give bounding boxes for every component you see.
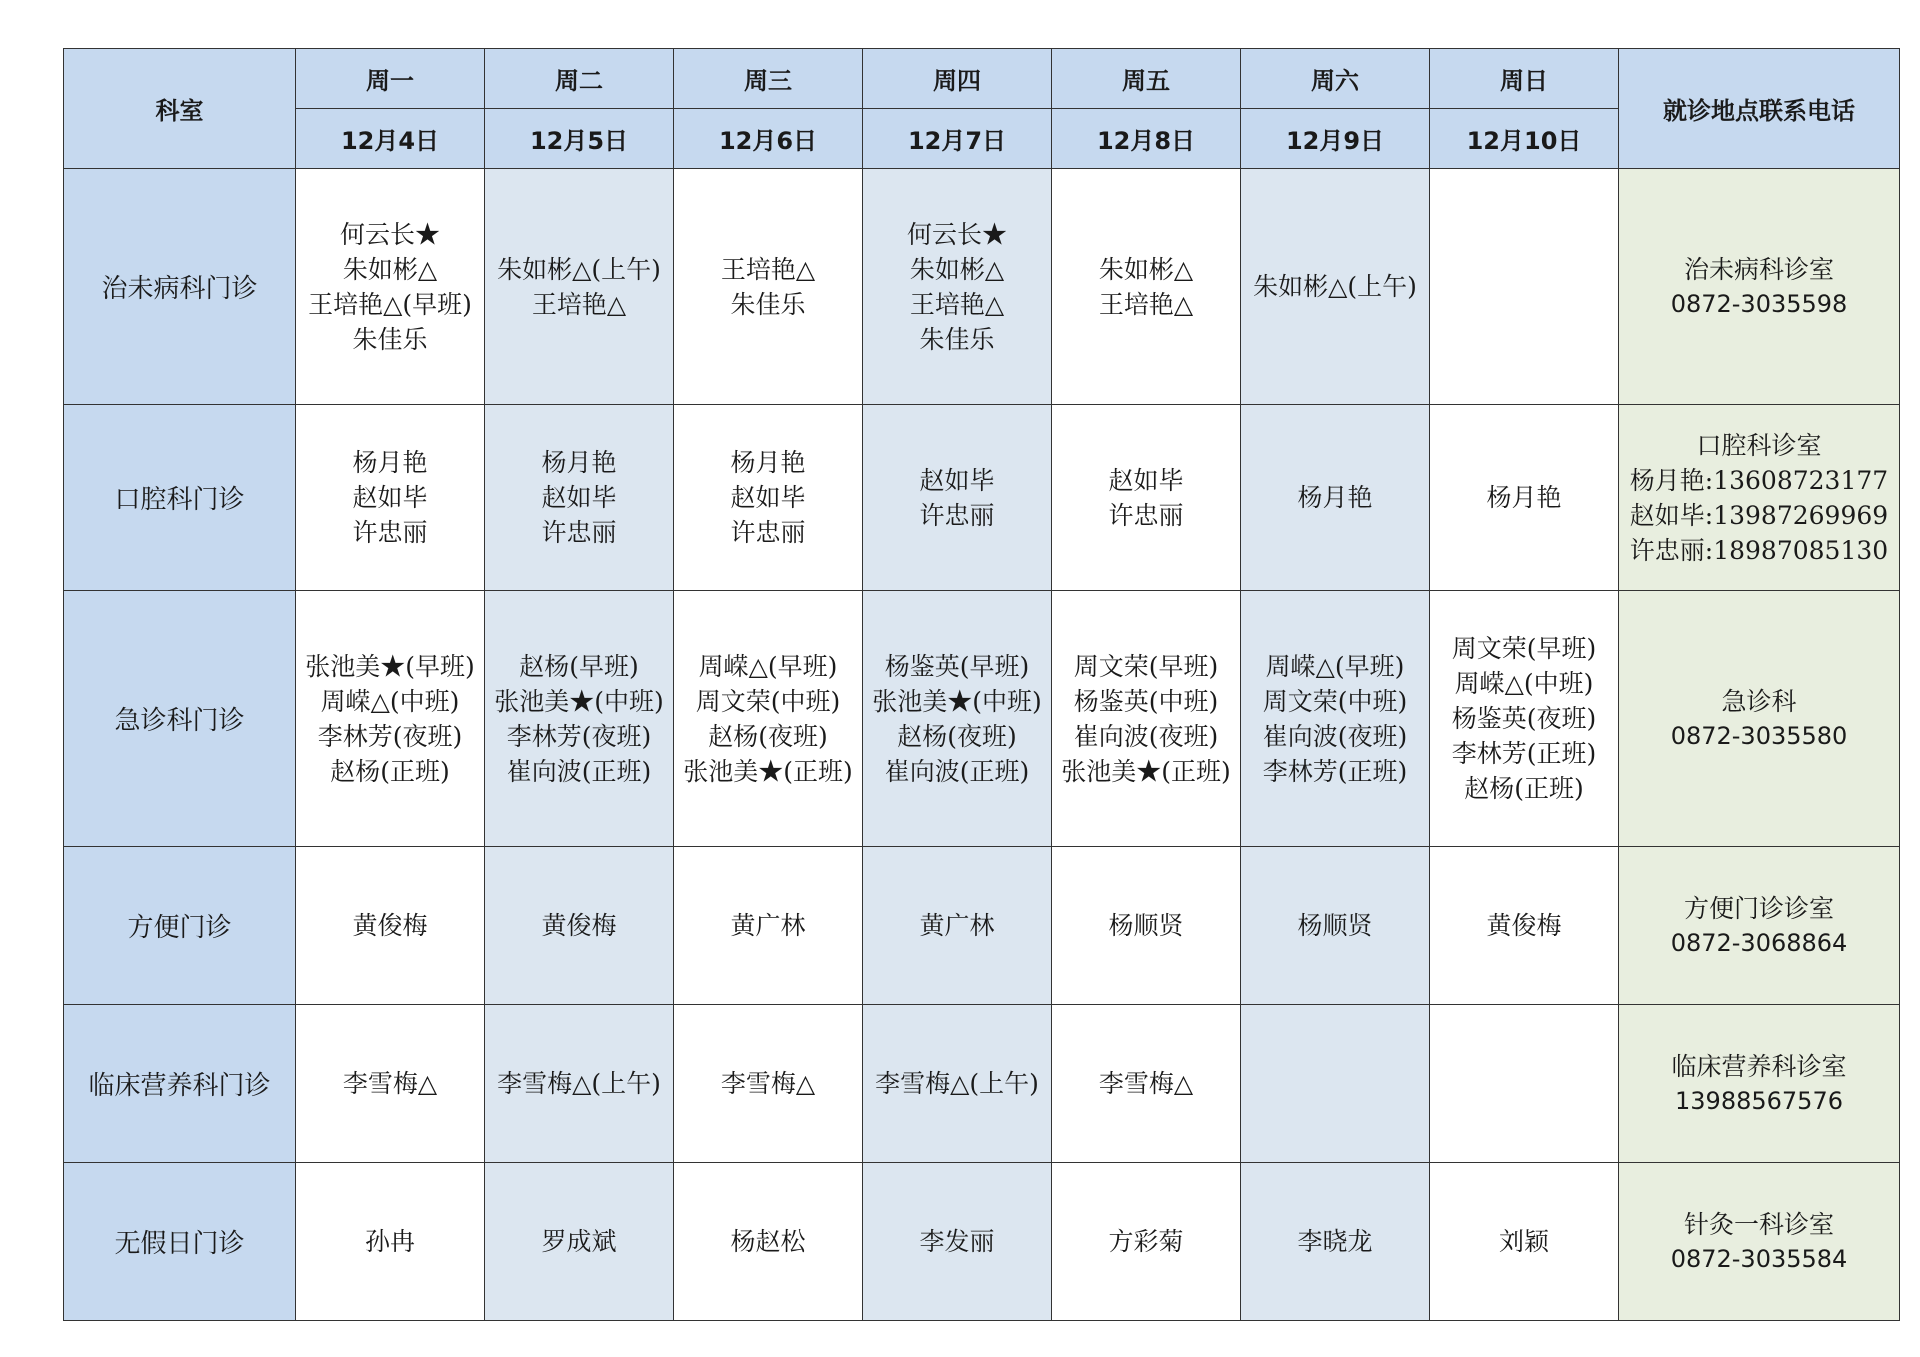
doctor-entry: 赵杨(夜班) [897, 721, 1017, 751]
doctor-entry: 许忠丽 [541, 518, 617, 547]
dept-name: 无假日门诊 [64, 1163, 296, 1321]
doctor-entry: 杨鉴英(中班) [1073, 686, 1219, 716]
duty-cell [296, 847, 485, 1005]
doctor-entry: 杨月艳 [730, 448, 806, 477]
duty-cell [296, 591, 485, 847]
doctor-entry: 朱如彬△ [1098, 254, 1194, 284]
duty-cell [863, 405, 1052, 591]
doctor-entry: 周嵘△(中班) [1454, 669, 1594, 698]
doctor-entry: 朱如彬△(上午) [497, 254, 661, 284]
duty-cell [296, 405, 485, 591]
weekday-header: 周一 [296, 49, 485, 109]
doctor-entry: 杨顺贤 [1108, 911, 1184, 940]
duty-cell [485, 847, 674, 1005]
doctor-entry: 赵杨(夜班) [708, 721, 828, 751]
doctor-entry: 王培艳△ [1098, 289, 1194, 319]
doctor-entry: 杨顺贤 [1297, 911, 1373, 940]
phone-number: 赵如毕:13987269969 [1629, 500, 1889, 530]
duty-cell [1241, 405, 1430, 591]
phone-number: 13988567576 [1675, 1086, 1843, 1115]
doctor-entry: 周嵘△(中班) [320, 686, 460, 716]
schedule-row [64, 169, 1900, 405]
doctor-entry: 李林芳(正班) [1451, 739, 1597, 768]
doctor-entry: 赵如毕 [919, 465, 995, 495]
doctor-entry: 王培艳△ [720, 254, 816, 284]
duty-cell [863, 169, 1052, 405]
doctor-entry: 杨鉴英(夜班) [1451, 704, 1597, 733]
date-header: 12月6日 [674, 109, 863, 169]
doctor-entry: 李雪梅△ [1098, 1069, 1194, 1098]
schedule-row [64, 1163, 1900, 1321]
duty-cell [674, 591, 863, 847]
phone-number: 0872-3035584 [1670, 1244, 1848, 1273]
doctor-entry: 刘颖 [1498, 1227, 1549, 1256]
duty-cell [1430, 847, 1619, 1005]
doctor-entry: 杨月艳 [352, 448, 428, 477]
doctor-entry: 周文荣(早班) [1451, 634, 1597, 663]
contact-cell [1619, 1005, 1900, 1163]
duty-cell [296, 1163, 485, 1321]
duty-cell [296, 1005, 485, 1163]
date-header: 12月4日 [296, 109, 485, 169]
doctor-entry: 赵如毕 [352, 483, 428, 512]
doctor-entry: 朱佳乐 [352, 324, 428, 354]
duty-cell [1430, 591, 1619, 847]
phone-number: 0872-3035580 [1670, 721, 1848, 750]
table-header [64, 49, 1900, 169]
doctor-entry: 崔向波(夜班) [1262, 721, 1408, 751]
doctor-entry: 孙冉 [364, 1227, 415, 1256]
doctor-entry: 李林芳(正班) [1262, 756, 1408, 786]
doctor-entry: 李雪梅△(上午) [497, 1069, 661, 1098]
doctor-entry: 张池美★(正班) [1061, 756, 1231, 786]
duty-cell [1430, 1005, 1619, 1163]
doctor-entry: 王培艳△ [531, 289, 627, 319]
dept-name: 急诊科门诊 [64, 591, 296, 847]
date-header: 12月10日 [1430, 109, 1619, 169]
phone-number: 0872-3068864 [1670, 928, 1848, 957]
doctor-entry: 崔向波(夜班) [1073, 721, 1219, 751]
contact-cell [1619, 169, 1900, 405]
doctor-entry: 赵杨(正班) [330, 756, 450, 786]
location-name: 临床营养科诊室 [1671, 1051, 1847, 1081]
date-header: 12月9日 [1241, 109, 1430, 169]
duty-cell [1430, 169, 1619, 405]
duty-cell [1241, 591, 1430, 847]
doctor-entry: 杨月艳 [1297, 483, 1373, 512]
doctor-entry: 朱如彬△ [342, 254, 438, 284]
duty-cell [674, 405, 863, 591]
doctor-entry: 周嵘△(早班) [698, 651, 838, 681]
duty-cell [1052, 591, 1241, 847]
duty-cell [1241, 1163, 1430, 1321]
doctor-entry: 杨赵松 [730, 1227, 806, 1256]
doctor-entry: 张池美★(早班) [305, 651, 475, 681]
duty-cell [1241, 1005, 1430, 1163]
dept-name: 临床营养科门诊 [64, 1005, 296, 1163]
duty-cell [1430, 405, 1619, 591]
duty-cell [863, 1163, 1052, 1321]
duty-cell [296, 169, 485, 405]
doctor-entry: 朱如彬△(上午) [1253, 272, 1417, 301]
weekday-header: 周三 [674, 49, 863, 109]
duty-cell [485, 1163, 674, 1321]
doctor-entry: 赵如毕 [541, 483, 617, 512]
doctor-entry: 李雪梅△ [342, 1069, 438, 1098]
duty-cell [1430, 1163, 1619, 1321]
duty-cell [674, 1005, 863, 1163]
doctor-entry: 李林芳(夜班) [317, 721, 463, 751]
doctor-entry: 黄广林 [730, 911, 806, 940]
contact-cell [1619, 405, 1900, 591]
date-header: 12月8日 [1052, 109, 1241, 169]
doctor-entry: 李雪梅△ [720, 1069, 816, 1098]
doctor-entry: 李林芳(夜班) [506, 721, 652, 751]
contact-cell [1619, 1163, 1900, 1321]
phone-number: 0872-3035598 [1670, 289, 1848, 318]
duty-cell [485, 169, 674, 405]
doctor-entry: 朱佳乐 [919, 324, 995, 354]
duty-cell [1241, 169, 1430, 405]
doctor-entry: 张池美★(正班) [683, 756, 853, 786]
doctor-entry: 方彩菊 [1108, 1227, 1184, 1256]
dept-header: 科室 [64, 49, 296, 169]
doctor-entry: 李晓龙 [1297, 1227, 1373, 1256]
duty-cell [1052, 847, 1241, 1005]
doctor-entry: 杨鉴英(早班) [884, 651, 1030, 681]
doctor-entry: 周文荣(中班) [695, 686, 841, 716]
duty-cell [1241, 847, 1430, 1005]
doctor-entry: 朱如彬△ [909, 254, 1005, 284]
duty-cell [863, 591, 1052, 847]
duty-cell [1052, 405, 1241, 591]
contact-header: 就诊地点联系电话 [1619, 49, 1900, 169]
doctor-entry: 张池美★(中班) [494, 686, 664, 716]
location-name: 急诊科 [1721, 686, 1797, 716]
duty-cell [863, 847, 1052, 1005]
duty-cell [674, 1163, 863, 1321]
duty-cell [1052, 1005, 1241, 1163]
doctor-entry: 赵杨(正班) [1464, 774, 1584, 803]
location-name: 方便门诊诊室 [1683, 893, 1834, 923]
phone-number: 许忠丽:18987085130 [1629, 535, 1889, 565]
doctor-entry: 许忠丽 [730, 518, 806, 547]
schedule-row [64, 1005, 1900, 1163]
date-header: 12月7日 [863, 109, 1052, 169]
doctor-entry: 杨月艳 [541, 448, 617, 477]
doctor-entry: 黄俊梅 [1486, 911, 1562, 940]
doctor-entry: 黄俊梅 [352, 911, 428, 940]
duty-cell [485, 405, 674, 591]
location-name: 针灸一科诊室 [1683, 1209, 1834, 1239]
weekday-header: 周四 [863, 49, 1052, 109]
doctor-entry: 周文荣(中班) [1262, 686, 1408, 716]
dept-name: 治未病科门诊 [64, 169, 296, 405]
duty-cell [674, 847, 863, 1005]
weekday-row [64, 49, 1900, 109]
doctor-entry: 赵如毕 [1108, 465, 1184, 495]
dept-name: 口腔科门诊 [64, 405, 296, 591]
schedule-row [64, 591, 1900, 847]
doctor-entry: 周嵘△(早班) [1265, 651, 1405, 681]
doctor-entry: 赵如毕 [730, 483, 806, 512]
date-header: 12月5日 [485, 109, 674, 169]
weekday-header: 周六 [1241, 49, 1430, 109]
doctor-entry: 崔向波(正班) [506, 756, 652, 786]
doctor-entry: 王培艳△ [909, 289, 1005, 319]
dept-name: 方便门诊 [64, 847, 296, 1005]
duty-cell [485, 1005, 674, 1163]
weekday-header: 周二 [485, 49, 674, 109]
duty-cell [674, 169, 863, 405]
doctor-entry: 李雪梅△(上午) [875, 1069, 1039, 1098]
doctor-entry: 罗成斌 [541, 1227, 617, 1256]
location-name: 口腔科诊室 [1696, 430, 1822, 460]
duty-cell [1052, 169, 1241, 405]
contact-cell [1619, 847, 1900, 1005]
duty-schedule-table [63, 48, 1900, 1321]
doctor-entry: 赵杨(早班) [519, 651, 639, 681]
doctor-entry: 王培艳△(早班) [308, 289, 472, 319]
doctor-entry: 许忠丽 [919, 500, 995, 530]
doctor-entry: 黄广林 [919, 911, 995, 940]
doctor-entry: 杨月艳 [1486, 483, 1562, 512]
duty-cell [1052, 1163, 1241, 1321]
duty-cell [863, 1005, 1052, 1163]
doctor-entry: 崔向波(正班) [884, 756, 1030, 786]
doctor-entry: 黄俊梅 [541, 911, 617, 940]
doctor-entry: 朱佳乐 [730, 289, 806, 319]
schedule-row [64, 847, 1900, 1005]
location-name: 治未病科诊室 [1683, 254, 1834, 284]
phone-number: 杨月艳:13608723177 [1629, 465, 1889, 495]
doctor-entry: 许忠丽 [1108, 500, 1184, 530]
weekday-header: 周五 [1052, 49, 1241, 109]
doctor-entry: 许忠丽 [352, 518, 428, 547]
doctor-entry: 李发丽 [919, 1227, 995, 1256]
weekday-header: 周日 [1430, 49, 1619, 109]
doctor-entry: 周文荣(早班) [1073, 651, 1219, 681]
duty-cell [485, 591, 674, 847]
doctor-entry: 何云长★ [906, 219, 1007, 249]
doctor-entry: 张池美★(中班) [872, 686, 1042, 716]
schedule-body [64, 169, 1900, 1321]
schedule-row [64, 405, 1900, 591]
doctor-entry: 何云长★ [339, 219, 440, 249]
contact-cell [1619, 591, 1900, 847]
